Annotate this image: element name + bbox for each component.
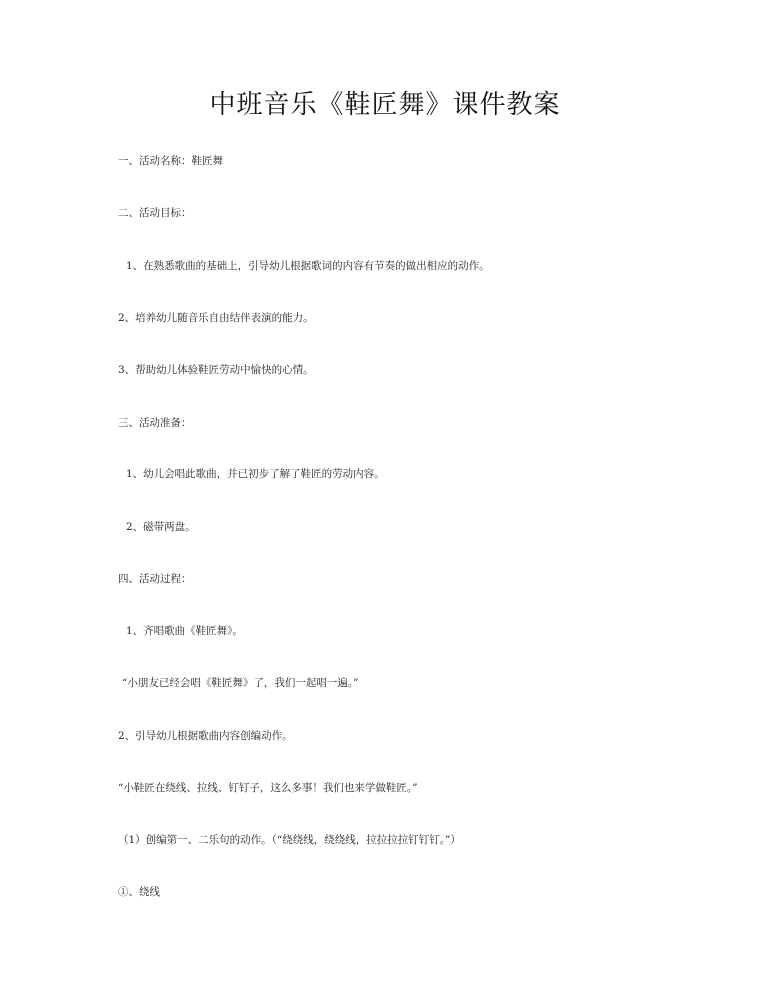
process-step-2: 2、引导幼儿根据歌曲内容创编动作。 [118,730,293,742]
document-title: 中班音乐《鞋匠舞》课件教案 [209,90,561,120]
goal-item-1: 1、在熟悉歌曲的基础上，引导幼儿根据歌词的内容有节奏的做出相应的动作。 [126,260,490,272]
section-activity-goals: 二、活动目标： [118,207,192,219]
process-substep-1: （1）创编第一、二乐句的动作。（“绕绕线，绕绕线，拉拉拉拉钉钉钉。”） [118,834,461,846]
preparation-item-2: 2、磁带两盘。 [126,521,196,533]
process-step-2-quote: “小鞋匠在绕线、拉线、钉钉子，这么多事！我们也来学做鞋匠。” [118,782,418,794]
section-activity-name: 一、活动名称：鞋匠舞 [118,155,223,167]
goal-item-3: 3、帮助幼儿体验鞋匠劳动中愉快的心情。 [118,364,314,376]
process-step-1: 1、齐唱歌曲《鞋匠舞》。 [126,625,243,637]
section-activity-process: 四、活动过程： [118,573,192,585]
goal-item-2: 2、培养幼儿随音乐自由结伴表演的能力。 [118,312,314,324]
section-activity-preparation: 三、活动准备： [118,417,192,429]
process-step-1-quote: “小朋友已经会唱《鞋匠舞》了，我们一起唱一遍。” [122,677,359,689]
preparation-item-1: 1、幼儿会唱此歌曲，并已初步了解了鞋匠的劳动内容。 [126,468,385,480]
process-substep-1-item: ①、绕线 [118,886,160,898]
